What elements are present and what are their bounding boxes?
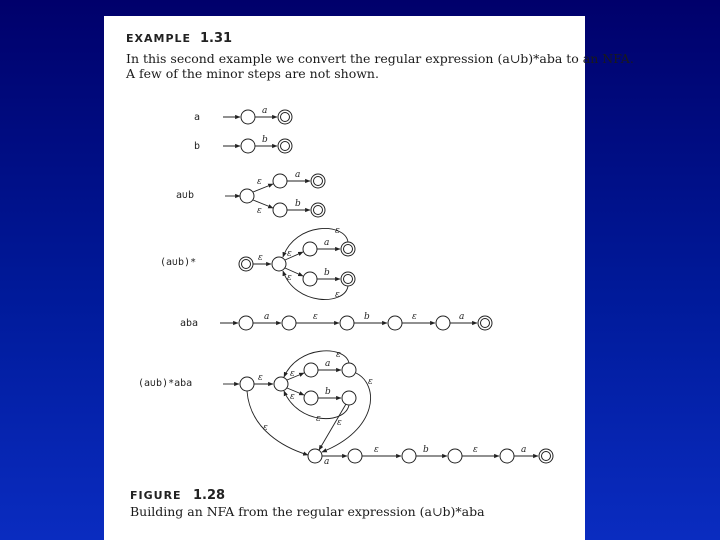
edge-label-eps: ε — [313, 312, 318, 322]
edge-label-eps: ε — [290, 392, 295, 402]
edge-label-eps: ε — [337, 418, 342, 428]
intro-line-1: In this second example we convert the regular expression (a∪b)*aba to an NFA. — [126, 51, 634, 66]
row-label-b: b — [194, 141, 201, 152]
edge-label-a: a — [264, 312, 270, 322]
row-label-star: (a∪b)* — [160, 257, 197, 268]
edge-label-eps: ε — [287, 249, 292, 259]
nfa-star — [239, 226, 355, 300]
edge-label-eps: ε — [335, 290, 340, 300]
edge-label-a: a — [324, 457, 330, 467]
edge-label-eps: ε — [316, 414, 321, 424]
row-label-a: a — [194, 112, 201, 123]
nfa-aba — [220, 312, 492, 330]
edge-label-a: a — [459, 312, 465, 322]
nfa-full — [223, 350, 553, 467]
edge-label-eps: ε — [412, 312, 417, 322]
edge-label-eps: ε — [258, 253, 263, 263]
edge-label-b: b — [295, 199, 301, 209]
edge-label-eps: ε — [257, 177, 262, 187]
edge-label-b: b — [423, 445, 429, 455]
edge-label-eps: ε — [336, 350, 341, 360]
edge-label-eps: ε — [368, 377, 373, 387]
edge-label-a: a — [262, 106, 268, 116]
edge-label-eps: ε — [257, 206, 262, 216]
edge-label-eps: ε — [335, 226, 340, 236]
edge-label-b: b — [324, 268, 330, 278]
row-label-aba: aba — [180, 318, 199, 329]
nfa-b — [223, 135, 292, 153]
edge-label-eps: ε — [263, 423, 268, 433]
intro-line-2: A few of the minor steps are not shown. — [126, 66, 379, 81]
edge-label-b: b — [262, 135, 268, 145]
edge-label-eps: ε — [473, 445, 478, 455]
edge-label-eps: ε — [374, 445, 379, 455]
figure-number: 1.28 — [193, 488, 226, 503]
edge-label-eps: ε — [290, 369, 295, 379]
nfa-a — [223, 106, 292, 124]
figure-label: FIGURE — [130, 489, 182, 502]
example-label: EXAMPLE — [126, 32, 192, 45]
nfa-a-union-b — [225, 170, 325, 217]
edge-label-a: a — [324, 238, 330, 248]
edge-label-eps: ε — [258, 373, 263, 383]
edge-label-b: b — [325, 387, 331, 397]
row-label-a-union-b: a∪b — [176, 190, 195, 201]
figure-caption: Building an NFA from the regular expression (a∪b)*aba — [130, 504, 485, 519]
edge-label-b: b — [364, 312, 370, 322]
edge-label-a: a — [295, 170, 301, 180]
edge-label-a: a — [521, 445, 527, 455]
edge-label-a: a — [325, 359, 331, 369]
example-number: 1.31 — [200, 31, 233, 46]
row-label-full: (a∪b)*aba — [138, 378, 193, 389]
edge-label-eps: ε — [287, 273, 292, 283]
